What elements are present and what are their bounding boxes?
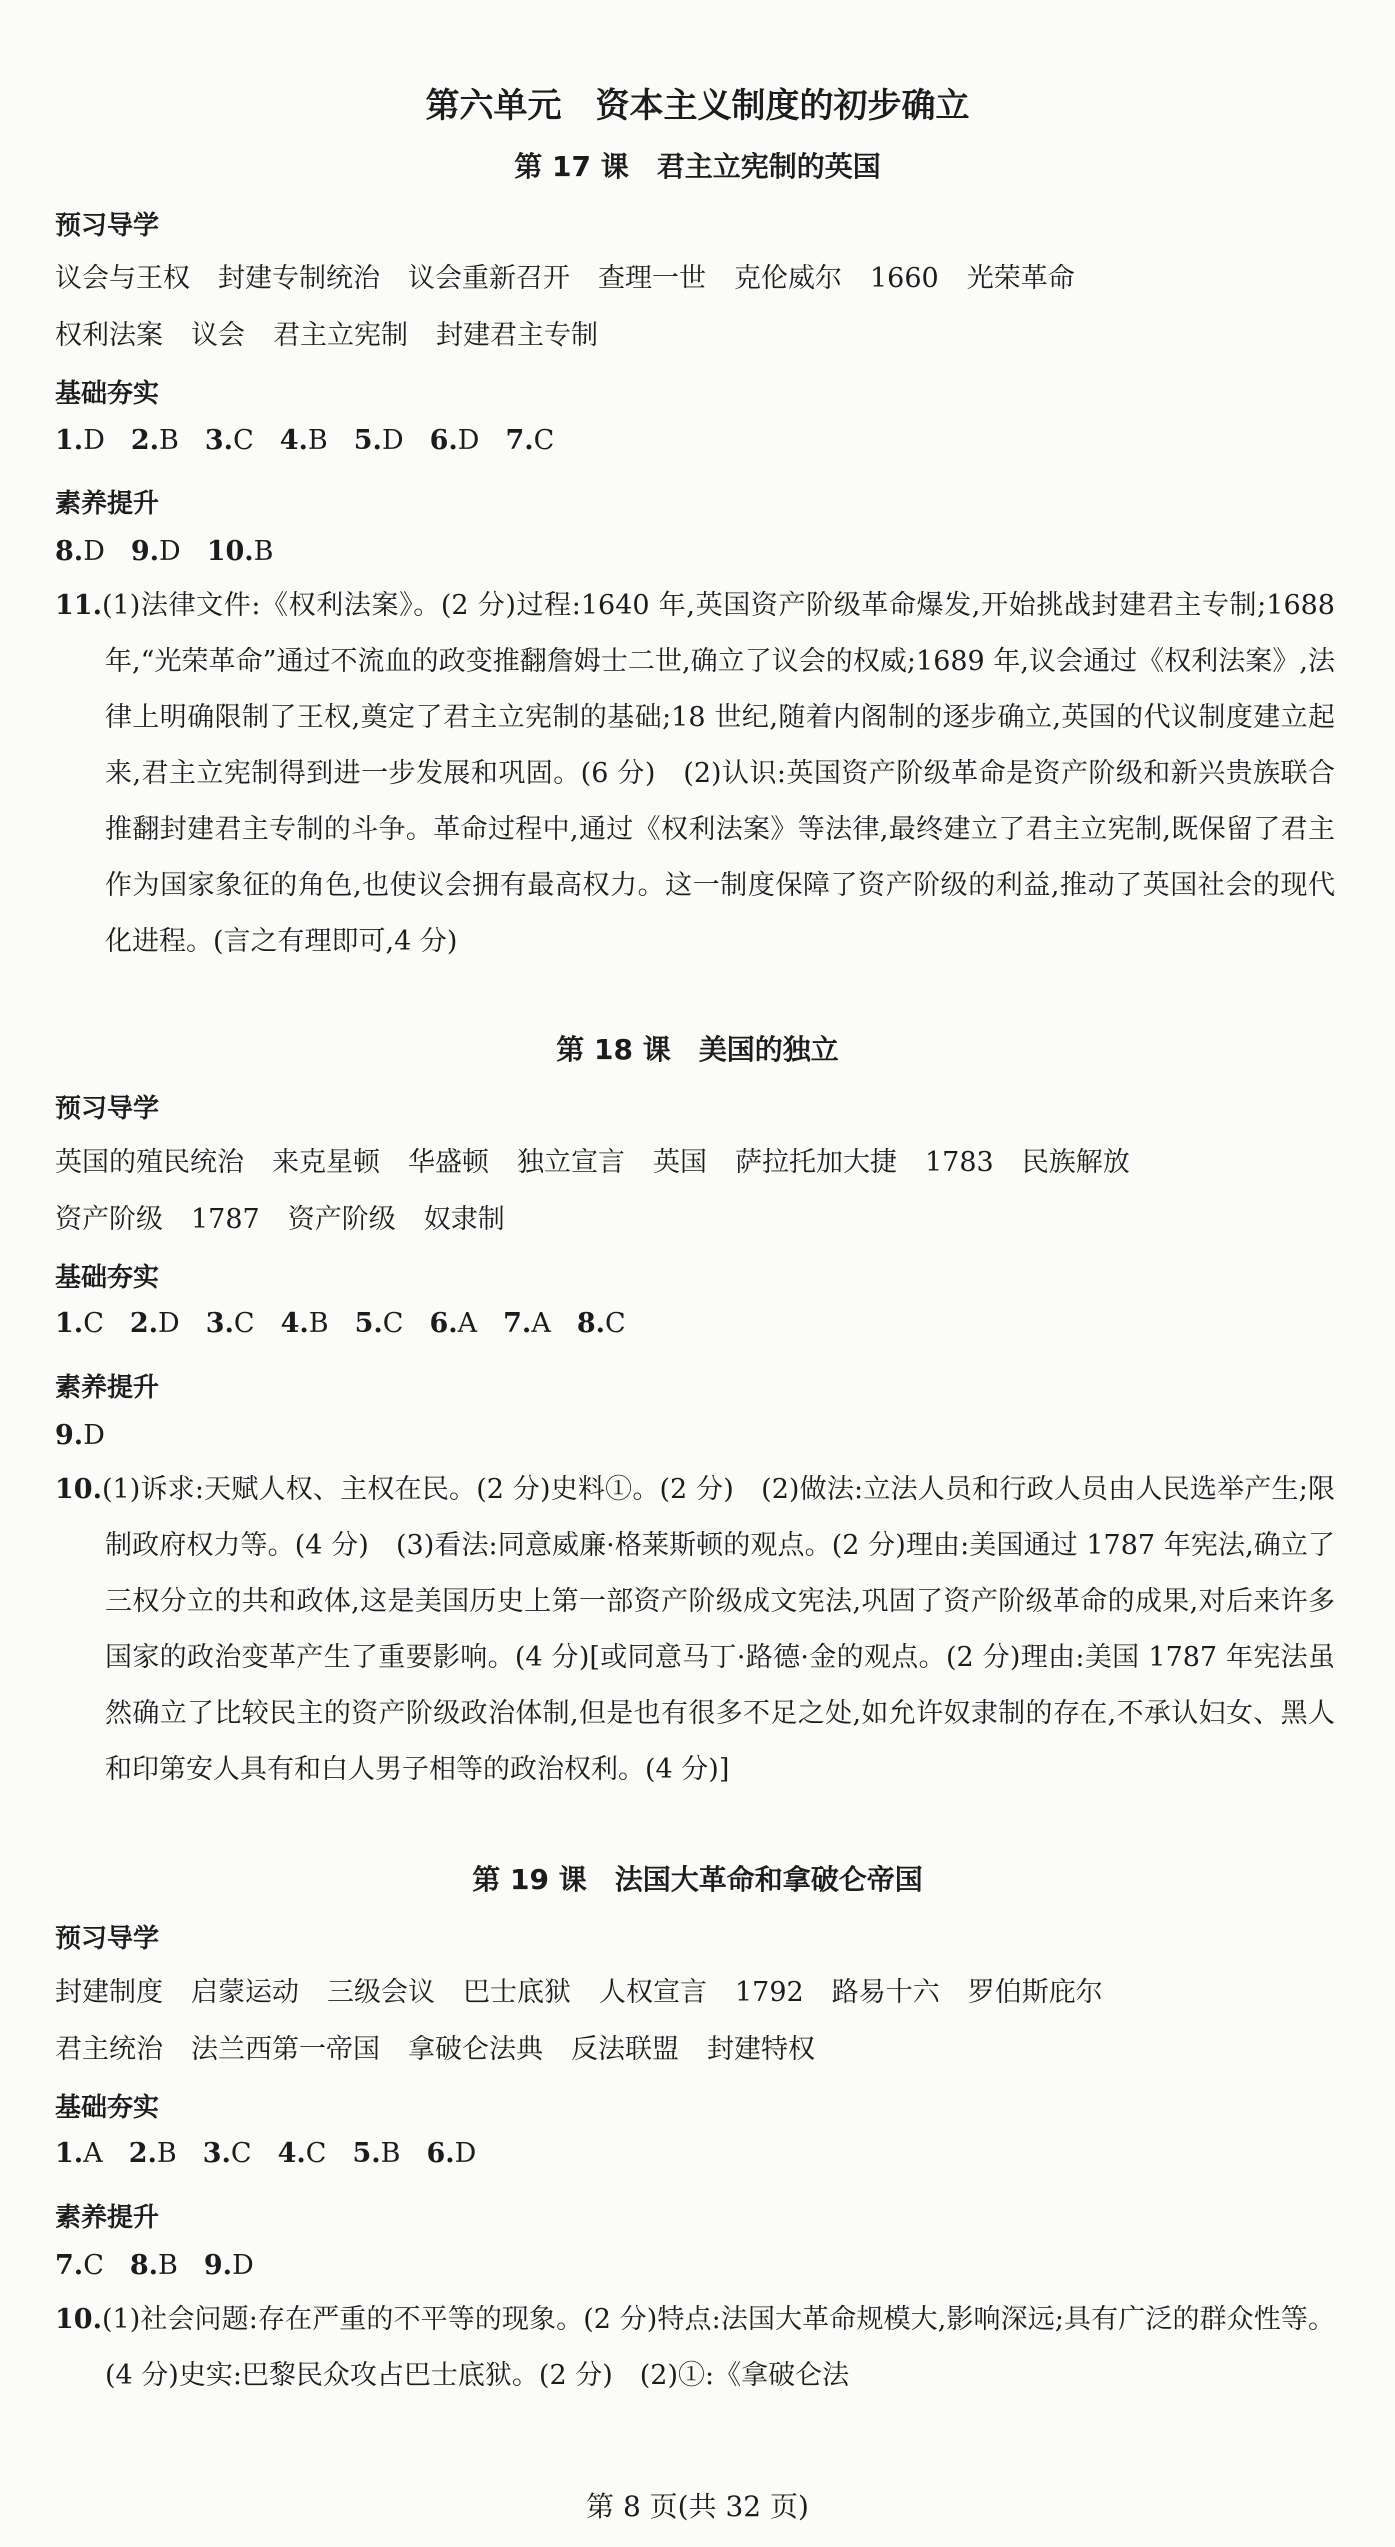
essay-number: 11.	[55, 590, 102, 621]
answer-item	[55, 2250, 104, 2281]
lesson-17-basic-answers	[55, 425, 1345, 456]
answer-choice: B	[253, 536, 274, 567]
question-number: 5.	[354, 1308, 383, 1339]
answer-item	[55, 425, 105, 456]
question-number: 7.	[503, 1308, 532, 1339]
answer-choice: D	[158, 1308, 180, 1339]
lesson-19-preview-label: 预习导学	[55, 1924, 160, 1954]
lesson-18-basic-label: 基础夯实	[55, 1263, 160, 1293]
lesson-17-preview-line1	[55, 256, 1345, 295]
answer-item	[503, 1308, 551, 1339]
keyword: 君主统治	[55, 2034, 163, 2065]
answer-choice: D	[83, 536, 105, 567]
keyword: 巴士底狱	[463, 1977, 571, 2008]
question-number: 5.	[353, 425, 382, 456]
unit-title: 第六单元 资本主义制度的初步确立	[425, 86, 970, 126]
keyword: 查理一世	[598, 263, 706, 294]
keyword: 君主立宪制	[273, 320, 408, 351]
lesson-18-essay	[55, 1462, 1335, 1798]
lesson-18-improve-answers	[55, 1420, 1345, 1451]
keyword: 权利法案	[55, 320, 163, 351]
answer-choice: C	[230, 2138, 252, 2169]
keyword: 封建特权	[707, 2034, 815, 2065]
keyword: 封建专制统治	[218, 263, 380, 294]
lesson-18-title: 第 18 课 美国的独立	[556, 1033, 839, 1066]
answer-item	[55, 1308, 104, 1339]
answer-choice: D	[454, 2138, 477, 2169]
answer-choice: C	[83, 2250, 104, 2281]
answer-item	[426, 2138, 476, 2169]
question-number: 3.	[205, 1308, 234, 1339]
lesson-17-preview-line2	[55, 313, 1345, 352]
question-number: 4.	[279, 425, 308, 456]
answer-choice: C	[233, 1308, 255, 1339]
answer-choice: C	[605, 1308, 626, 1339]
answer-choice: C	[83, 1308, 104, 1339]
answer-choice: D	[83, 425, 105, 456]
keyword: 拿破仑法典	[408, 2034, 543, 2065]
answer-item	[203, 2138, 252, 2169]
answer-item	[204, 2250, 254, 2281]
lesson-18-preview-line2	[55, 1197, 1345, 1236]
answer-choice: D	[381, 425, 404, 456]
lesson-19-preview-line1	[55, 1970, 1345, 2009]
question-number: 8.	[55, 536, 84, 567]
answer-item	[354, 425, 404, 456]
answer-choice: D	[83, 1420, 105, 1451]
keyword: 独立宣言	[517, 1147, 625, 1178]
answer-item	[55, 1420, 105, 1451]
keyword: 反法联盟	[571, 2034, 679, 2065]
answer-choice: C	[382, 1308, 404, 1339]
answer-item	[281, 1308, 329, 1339]
keyword: 启蒙运动	[191, 1977, 299, 2008]
lesson-17-improve-label: 素养提升	[55, 489, 160, 519]
answer-item	[205, 425, 254, 456]
lesson-19-essay	[55, 2292, 1335, 2404]
question-number: 2.	[129, 1308, 159, 1339]
answer-item	[278, 2138, 327, 2169]
keyword: 英国的殖民统治	[55, 1147, 244, 1178]
keyword: 议会重新召开	[408, 263, 570, 294]
question-number: 9.	[203, 2250, 233, 2281]
lesson-17-preview-label: 预习导学	[55, 211, 160, 241]
answer-choice: C	[233, 425, 254, 456]
keyword: 光荣革命	[966, 263, 1075, 294]
answer-choice: A	[531, 1308, 551, 1339]
answer-choice: B	[159, 425, 179, 456]
question-number: 8.	[129, 2250, 159, 2281]
keyword: 资产阶级	[287, 1204, 396, 1235]
lesson-18-improve-label: 素养提升	[55, 1373, 160, 1403]
keyword: 萨拉托加大捷	[735, 1147, 897, 1178]
answer-item	[131, 425, 179, 456]
keyword: 议会	[191, 320, 245, 351]
question-number: 7.	[505, 425, 534, 456]
question-number: 7.	[55, 2250, 84, 2281]
lesson-18-preview-label: 预习导学	[55, 1094, 160, 1124]
lesson-18-basic-answers	[55, 1308, 1345, 1339]
question-number: 5.	[352, 2138, 381, 2169]
question-number: 1.	[55, 2138, 84, 2169]
essay-text: (1)法律文件:《权利法案》。(2 分)过程:1640 年,英国资产阶级革命爆发,开始挑战封建君主专制;1688 年,“光荣革命”通过不流血的政变推翻詹姆士二世,确立了议会的权威;1689 年,议会通过《权利法案》,法律上明确限制了王权,奠定了君主立宪制的基础;18 世纪,随着内阁制的逐步确立,英国的代议制度建立起来,君主立宪制得到进一步发展和巩固。(6 分) (2)认识:英国资产阶级革命是资产阶级和新兴贵族联合推翻封建君主专制的斗争。革命过程中,通过《权利法案》等法律,最终建立了君主立宪制,既保留了君主作为国家象征的角色,也使议会拥有最高权力。这一制度保障了资产阶级的利益,推动了英国社会的现代化进程。(言之有理即可,4 分)	[101, 590, 1336, 957]
question-number: 8.	[576, 1308, 606, 1339]
answer-choice: A	[83, 2138, 103, 2169]
keyword: 议会与王权	[55, 263, 190, 294]
answer-choice: B	[307, 425, 328, 456]
lesson-17-title: 第 17 课 君主立宪制的英国	[514, 150, 881, 183]
essay-number: 10.	[55, 2304, 102, 2335]
keyword: 克伦威尔	[734, 263, 842, 294]
answer-choice: C	[533, 425, 555, 456]
answer-item	[129, 2138, 177, 2169]
lesson-19-improve-label: 素养提升	[55, 2203, 160, 2233]
question-number: 6.	[429, 425, 458, 456]
keyword: 英国	[653, 1147, 707, 1178]
answer-item	[206, 1308, 255, 1339]
answer-item	[55, 536, 105, 567]
question-number: 9.	[55, 1420, 84, 1451]
answer-item	[430, 425, 480, 456]
question-number: 9.	[130, 536, 160, 567]
question-number: 2.	[128, 2138, 157, 2169]
keyword: 法兰西第一帝国	[191, 2034, 380, 2065]
question-number: 3.	[204, 425, 234, 456]
keyword: 1787	[191, 1204, 260, 1235]
answer-item	[130, 1308, 180, 1339]
question-number: 10.	[206, 536, 254, 567]
keyword: 人权宣言	[599, 1977, 707, 2008]
keyword: 来克星顿	[272, 1147, 380, 1178]
question-number: 4.	[280, 1308, 309, 1339]
page-footer: 第 8 页(共 32 页)	[586, 2490, 809, 2523]
answer-item	[280, 425, 328, 456]
lesson-19-improve-answers	[55, 2250, 1345, 2281]
keyword: 1792	[735, 1977, 804, 2008]
keyword: 罗伯斯庇尔	[967, 1977, 1103, 2008]
question-number: 4.	[277, 2138, 306, 2169]
answer-item	[429, 1308, 477, 1339]
keyword: 资产阶级	[55, 1204, 163, 1235]
essay-number: 10.	[55, 1474, 102, 1505]
answer-choice: B	[308, 1308, 329, 1339]
essay-text: (1)社会问题:存在严重的不平等的现象。(2 分)特点:法国大革命规模大,影响深远;具有广泛的群众性等。(4 分)史实:巴黎民众攻占巴士底狱。(2 分) (2)①:《拿破仑法	[101, 2304, 1335, 2391]
lesson-19-preview-line2	[55, 2027, 1345, 2066]
answer-item	[130, 2250, 178, 2281]
answer-item	[207, 536, 274, 567]
answer-item	[505, 425, 554, 456]
question-number: 1.	[55, 1308, 84, 1339]
answer-choice: B	[380, 2138, 401, 2169]
keyword: 奴隶制	[423, 1204, 505, 1235]
question-number: 3.	[202, 2138, 231, 2169]
lesson-17-essay	[55, 578, 1335, 970]
question-number: 1.	[55, 425, 84, 456]
answer-choice: B	[158, 2250, 178, 2281]
answer-choice: C	[305, 2138, 327, 2169]
keyword: 华盛顿	[408, 1147, 489, 1178]
answer-choice: D	[159, 536, 181, 567]
keyword: 1660	[870, 263, 939, 294]
keyword: 封建制度	[55, 1977, 163, 2008]
answer-choice: B	[156, 2138, 177, 2169]
answer-choice: A	[457, 1308, 478, 1339]
answer-item	[55, 2138, 103, 2169]
answer-item	[355, 1308, 404, 1339]
keyword: 路易十六	[831, 1977, 940, 2008]
keyword: 民族解放	[1021, 1147, 1130, 1178]
keyword: 1783	[925, 1147, 994, 1178]
lesson-19-title: 第 19 课 法国大革命和拿破仑帝国	[472, 1863, 923, 1896]
essay-text: (1)诉求:天赋人权、主权在民。(2 分)史料①。(2 分) (2)做法:立法人员和行政人员由人民选举产生;限制政府权力等。(4 分) (3)看法:同意威廉·格莱斯顿的观点。(2 分)理由:美国通过 1787 年宪法,确立了三权分立的共和政体,这是美国历史上第一部资产阶级成文宪法,巩固了资产阶级革命的成果,对后来许多国家的政治变革产生了重要影响。(4 分)[或同意马丁·路德·金的观点。(2 分)理由:美国 1787 年宪法虽然确立了比较民主的资产阶级政治体制,但是也有很多不足之处,如允许奴隶制的存在,不承认妇女、黑人和印第安人具有和白人男子相等的政治权利。(4 分)]	[101, 1474, 1335, 1785]
lesson-19-basic-label: 基础夯实	[55, 2093, 160, 2123]
question-number: 6.	[429, 1308, 458, 1339]
keyword: 封建君主专制	[436, 320, 598, 351]
answer-choice: D	[457, 425, 480, 456]
lesson-17-improve-answers	[55, 536, 1345, 567]
answer-item	[131, 536, 181, 567]
lesson-19-basic-answers	[55, 2138, 1345, 2169]
answer-item	[577, 1308, 626, 1339]
lesson-17-basic-label: 基础夯实	[55, 379, 160, 409]
question-number: 6.	[426, 2138, 455, 2169]
question-number: 2.	[130, 425, 160, 456]
answer-choice: D	[232, 2250, 254, 2281]
answer-item	[352, 2138, 400, 2169]
keyword: 三级会议	[327, 1977, 435, 2008]
lesson-18-preview-line1	[55, 1140, 1345, 1179]
